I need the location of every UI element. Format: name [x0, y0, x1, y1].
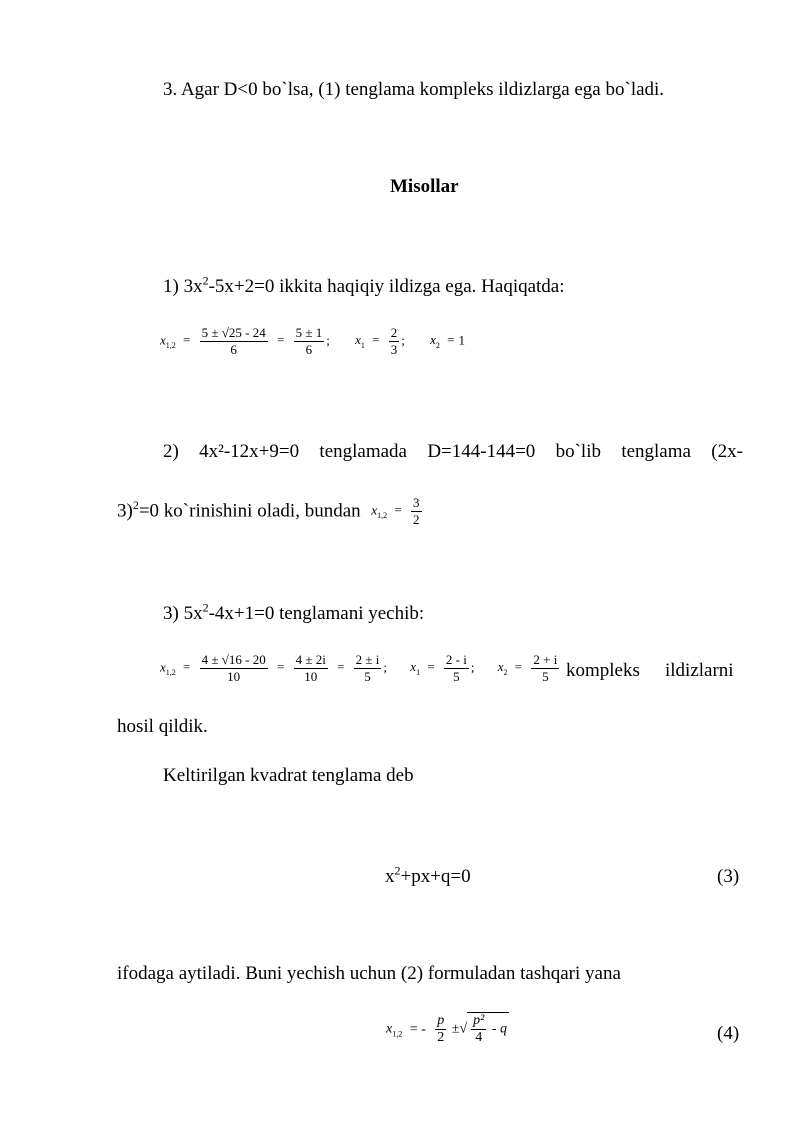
formula-example-3: $x_{1,2}$ = $\frac{4 \pm √16 - 20}{10}$ = $\frac{4 \pm 2i}{10}$ = $\frac{2 \pm i}{5}$ ; $x_1$ = $\frac{2 - i}{5}$ ; $x_2$ = $\frac{2 + i}{5}$ — [160, 652, 558, 684]
example-3-tail-1: kompleks — [566, 660, 640, 681]
section-heading: Misollar — [390, 176, 459, 197]
formula-example-2: $x_{1,2}$ = $\frac{3}{2}$ — [371, 495, 420, 527]
equation-4-number: (4) — [717, 1023, 740, 1044]
example-3-line2: hosil qildik. — [117, 716, 208, 737]
paragraph-keltirilgan: Keltirilgan kvadrat tenglama deb — [163, 765, 414, 786]
paragraph-ifodaga: ifodaga aytiladi. Buni yechish uchun (2) formuladan tashqari yana — [117, 963, 621, 984]
formula-example-1: $x_{1,2}$ = $\frac{5 \pm √25 - 24}{6}$ = $\frac{5 \pm 1}{6}$ ; $x_1$ = $\frac{2}{3}$ ; $x_2 = 1$ — [160, 325, 465, 357]
example-2-line1: 2) 4x²-12x+9=0 tenglamada D=144-144=0 bo`lib tenglama (2x- — [163, 441, 743, 462]
example-2-line2: 3)$^2$=0 ko`rinishini oladi, bundan $x_{1,2}$ = $\frac{3}{2}$ — [117, 497, 424, 530]
example-3-tail-2: ildizlarni — [665, 660, 734, 681]
equation-4: $x_{1,2}$ = - $\frac{p}{2}$ ±√ $\frac{\text{p²}}{4}$ - q — [386, 1013, 508, 1045]
example-1-text: 1) $3x^2-5x+2=0$ ikkita haqiqiy ildizga ega. Haqiqatda: — [163, 273, 565, 297]
equation-3: $x^2+px+q=0$ — [385, 863, 471, 887]
paragraph-case3: 3. Agar D<0 bo`lsa, (1) tenglama kompleks ildizlarga ega bo`ladi. — [163, 79, 665, 100]
equation-3-number: (3) — [717, 866, 740, 887]
example-3-text: 3) $5x^2-4x+1=0$ tenglamani yechib: — [163, 600, 425, 624]
